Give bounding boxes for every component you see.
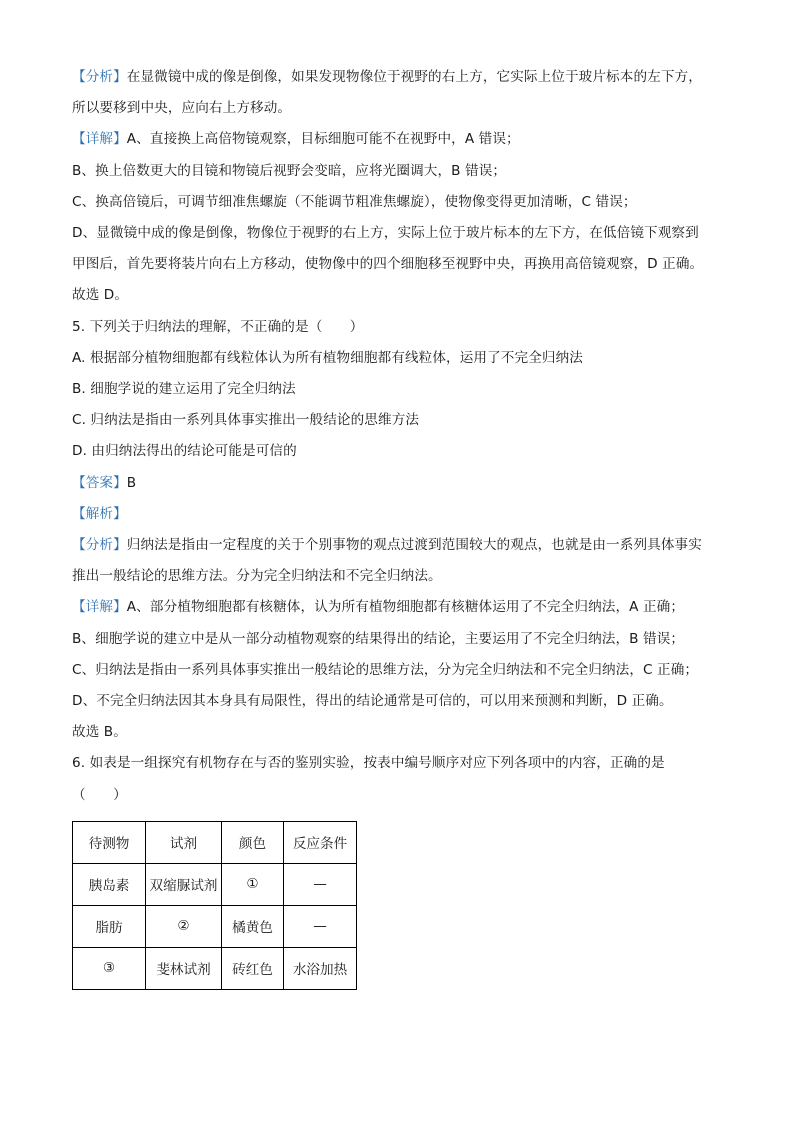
q6-table (72, 821, 357, 990)
q5-conclusion: 故选 B。 (72, 724, 127, 741)
q5-analysis-line-1: 【分析】归纳法是指由一定程度的关于个别事物的观点过渡到范围较大的观点，也就是由一系列具体事实 (72, 537, 702, 554)
detail-tag: 【详解】 (72, 599, 127, 616)
q5-detail-d: D、不完全归纳法因其本身具有局限性，得出的结论通常是可信的，可以用来预测和判断，D 正确。 (72, 693, 673, 710)
q4-analysis-line-1: 【分析】在显微镜中成的像是倒像，如果发现物像位于视野的右上方，它实际上位于玻片标本的左下方， (72, 69, 702, 85)
table-row (73, 947, 357, 989)
table-cell: — (284, 863, 357, 905)
q4-detail-c: C、换高倍镜后，可调节细准焦螺旋（不能调节粗准焦螺旋），使物像变得更加清晰，C 错误； (72, 193, 637, 210)
answer-value: B (126, 474, 137, 491)
answer-tag: 【答案】 (72, 474, 127, 491)
q5-option-b: B. 细胞学说的建立运用了完全归纳法 (72, 381, 296, 398)
q5-option-c: C. 归纳法是指由一系列具体事实推出一般结论的思维方法 (72, 412, 420, 429)
explain-tag: 【解析】 (72, 505, 127, 522)
analysis-tag: 【分析】 (72, 537, 127, 554)
table-header-cell: 颜色 (222, 821, 284, 863)
q5-option-d: D. 由归纳法得出的结论可能是可信的 (72, 443, 297, 460)
table-cell: 橘黄色 (222, 905, 284, 947)
q5-explain (72, 499, 722, 530)
table-cell: ② (146, 905, 222, 947)
q4-detail-b: B、换上倍数更大的目镜和物镜后视野会变暗，应将光圈调大，B 错误； (72, 162, 507, 179)
q5-stem: 5. 下列关于归纳法的理解，不正确的是（ ） (72, 318, 364, 335)
page-content (72, 62, 722, 990)
table-header-cell: 试剂 (146, 821, 222, 863)
q5-detail-c: C、归纳法是指由一系列具体事实推出一般结论的思维方法，分为完全归纳法和不完全归纳法，C 正确； (72, 661, 699, 678)
q4-detail-d-2: 甲图后，首先要将装片向右上方移动，使物像中的四个细胞移至视野中央，再换用高倍镜观察，D 正确。 (72, 256, 704, 273)
table-row (73, 863, 357, 905)
q4-analysis-line-2: 所以要移到中央，应向右上方移动。 (72, 100, 292, 117)
table-cell: 双缩脲试剂 (146, 863, 222, 905)
q4-detail-a: 【详解】A、直接换上高倍物镜观察，目标细胞可能不在视野中，A 错误； (72, 131, 520, 148)
q5-detail-b: B、细胞学说的建立中是从一部分动植物观察的结果得出的结论，主要运用了不完全归纳法，B 错误； (72, 630, 685, 647)
table-cell: 砖红色 (222, 947, 284, 989)
table-header-cell: 反应条件 (284, 821, 357, 863)
q4-conclusion: 故选 D。 (72, 287, 129, 304)
table-cell: 水浴加热 (284, 947, 357, 989)
q5-detail-a: 【详解】A、部分植物细胞都有核糖体，认为所有植物细胞都有核糖体运用了不完全归纳法，A 正确； (72, 599, 685, 616)
q5-answer (72, 468, 722, 499)
q5-analysis-line-2: 推出一般结论的思维方法。分为完全归纳法和不完全归纳法。 (72, 568, 442, 585)
analysis-tag: 【分析】 (72, 69, 127, 85)
q4-detail-d-1: D、显微镜中成的像是倒像，物像位于视野的右上方，实际上位于玻片标本的左下方，在低倍镜下观察到 (72, 225, 699, 242)
table-cell: 脂肪 (73, 905, 146, 947)
table-cell: 斐林试剂 (146, 947, 222, 989)
table-cell: ③ (73, 947, 146, 989)
q5-option-a: A. 根据部分植物细胞都有线粒体认为所有植物细胞都有线粒体，运用了不完全归纳法 (72, 349, 583, 366)
q6-stem-line-1: 6. 如表是一组探究有机物存在与否的鉴别实验，按表中编号顺序对应下列各项中的内容，正确的是 (72, 755, 665, 772)
table-cell: ① (222, 863, 284, 905)
table-header-cell: 待测物 (73, 821, 146, 863)
table-row (73, 905, 357, 947)
table-cell: 胰岛素 (73, 863, 146, 905)
table-header-row (73, 821, 357, 863)
q6-stem-line-2: （ ） (72, 786, 127, 803)
table-cell: — (284, 905, 357, 947)
detail-tag: 【详解】 (72, 131, 127, 148)
